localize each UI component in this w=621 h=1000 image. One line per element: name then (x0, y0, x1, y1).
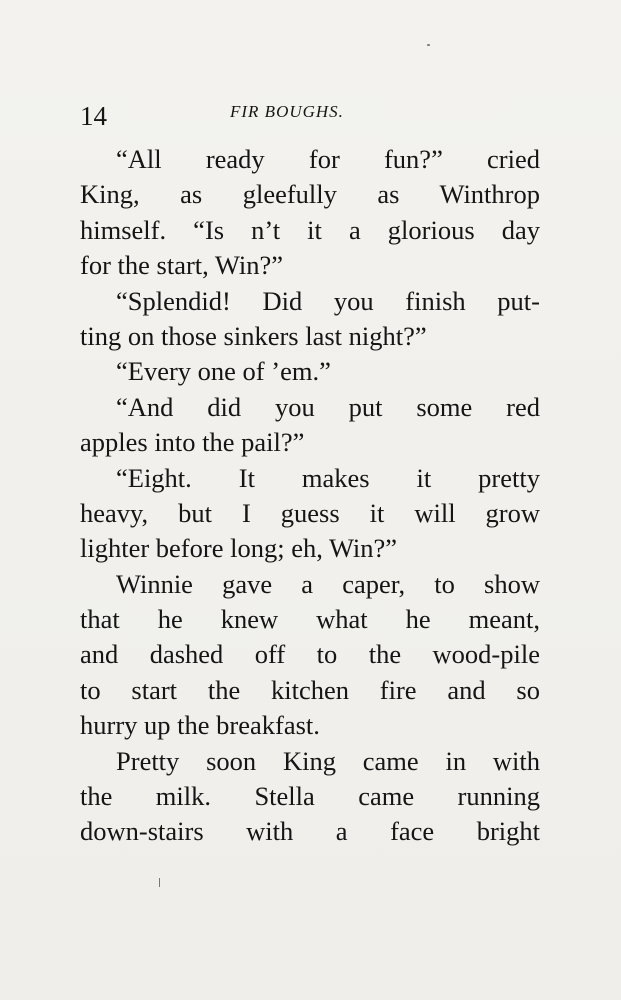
text-line: the milk. Stella came running (80, 781, 540, 812)
text-line: “And did you put some red (116, 391, 540, 422)
text-line: and dashed off to the wood-pile (80, 639, 540, 670)
text-line: Pretty soon King came in with (116, 745, 540, 776)
book-title: FIR BOUGHS. (230, 102, 344, 121)
text-line: to start the kitchen fire and so (80, 674, 540, 705)
paper-speck (427, 44, 430, 46)
text-line: for the start, Win?” (80, 250, 284, 281)
text-line: himself. “Is n’t it a glorious day (80, 214, 540, 245)
page-text-body (80, 142, 540, 850)
running-head (80, 98, 540, 134)
text-line: “Every one of ’em.” (116, 356, 331, 387)
text-line: lighter before long; eh, Win?” (80, 533, 398, 564)
text-line: Winnie gave a caper, to show (116, 568, 540, 599)
text-line: “All ready for fun?” cried (116, 144, 540, 174)
text-line: apples into the pail?” (80, 427, 305, 458)
text-line: that he knew what he meant, (80, 604, 540, 635)
text-line: hurry up the breakfast. (80, 710, 320, 741)
text-line: heavy, but I guess it will grow (80, 497, 540, 528)
text-line: ting on those sinkers last night?” (80, 320, 427, 351)
text-line: down-stairs with a face bright (80, 816, 540, 847)
text-line: King, as gleefully as Winthrop (80, 179, 540, 210)
paper-speck (159, 878, 160, 887)
text-line: “Splendid! Did you finish put- (116, 285, 540, 316)
text-line: “Eight. It makes it pretty (116, 462, 540, 493)
page-number: 14 (80, 101, 107, 131)
